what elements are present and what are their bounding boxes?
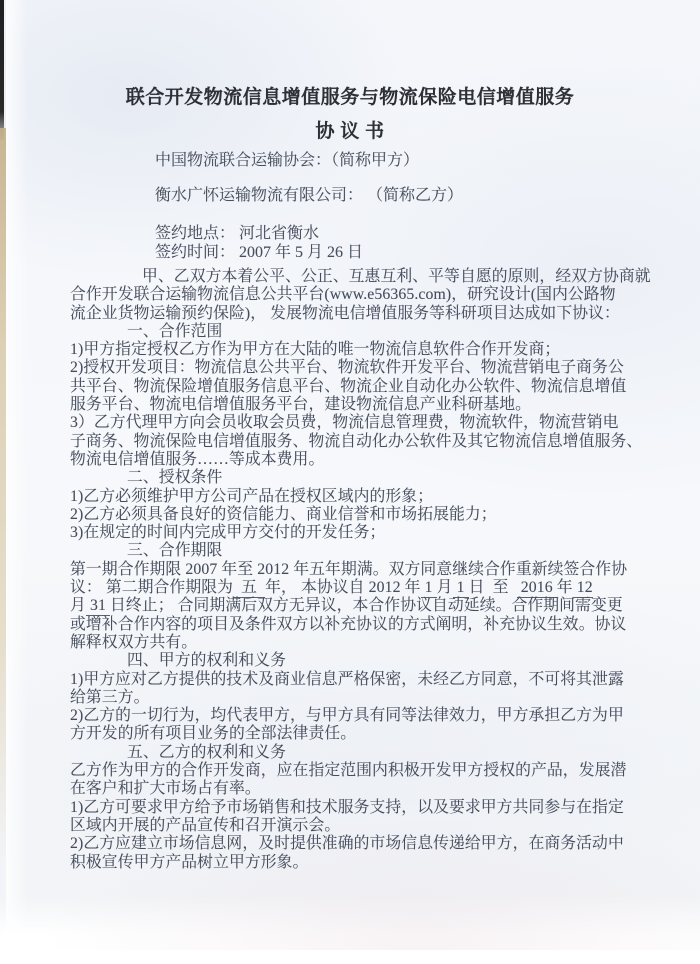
- text-run: 2)乙方必须具备良好的资信能力、商业信誉和市场拓展能力；: [70, 505, 497, 523]
- text-run: 物流电信增值服务……等成本费用。: [70, 450, 325, 468]
- text-run: 3）乙方代理甲方向会员收取会员费，物流信息管理费，物流软件，物流营销电: [70, 414, 619, 432]
- document-body: [70, 268, 651, 872]
- filled-blank: 2016: [516, 579, 557, 597]
- text-run: 年， 本协议自 2012 年: [265, 579, 421, 597]
- scan-bottom-edge: [0, 950, 700, 964]
- body-line: [70, 341, 628, 359]
- body-line: [70, 561, 628, 579]
- text-run: 方开发的所有项目业务的全部法律责任。: [70, 725, 357, 743]
- text-run: 乙方作为甲方的合作开发商，应在指定范围内积极开发甲方授权的产品，发展潜: [70, 762, 627, 780]
- text-run: 第一期合作期限 2007 年至 2012 年五年期满。双方同意继续合作重新续签合作协: [70, 560, 628, 578]
- text-run: 议： 第二期合作期限为: [70, 579, 234, 597]
- section-heading-line: [70, 542, 628, 560]
- text-run: 服务平台、物流电信增值服务平台，建设物流信息产业科研基地。: [70, 396, 532, 414]
- text-run: 2)乙方应建立市场信息网，及时提供准确的市场信息传递给甲方，在商务活动中: [70, 835, 624, 853]
- filled-blank: 1: [420, 579, 437, 597]
- text-run: 五、乙方的权利和义务: [127, 743, 286, 761]
- text-run: 1)乙方必须维护甲方公司产品在授权区域内的形象；: [70, 487, 434, 505]
- text-run: 1)甲方应对乙方提供的技术及商业信息严格保密，未经乙方同意，不可将其泄露: [70, 670, 624, 688]
- text-run: 月: [70, 597, 86, 615]
- body-line: [70, 506, 628, 524]
- body-line: [70, 835, 628, 853]
- body-line: [70, 268, 651, 286]
- text-run: 区域内开展的产品宣传和召开演示会。: [70, 816, 341, 834]
- body-line: [70, 488, 628, 506]
- text-run: 给第三方。: [70, 688, 150, 706]
- filled-blank: 31: [85, 597, 111, 615]
- text-run: 年: [556, 579, 573, 597]
- section-heading-line: [70, 323, 628, 341]
- text-run: 2)授权开发项目：物流信息公共平台、物流软件开发平台、物流营销电子商务公: [70, 359, 624, 377]
- text-run: 日 至: [468, 579, 517, 597]
- text-run: 三、合作期限: [127, 542, 223, 560]
- body-line: [70, 597, 628, 615]
- body-line: [70, 359, 628, 377]
- body-line: [70, 854, 628, 872]
- body-line: [70, 780, 628, 798]
- text-run: 或增补合作内容的项目及条件双方以补充协议的方式阐明，补充协议生效。协议: [70, 615, 627, 633]
- text-run: 月: [436, 579, 453, 597]
- text-run: 在客户和扩大市场占有率。: [70, 780, 261, 798]
- sign-date-line: 签约时间： 2007 年 5 月 26 日: [155, 244, 364, 261]
- text-run: 解释权双方共有。: [70, 633, 198, 651]
- filled-blank: 五: [233, 579, 266, 597]
- body-line: [70, 707, 628, 725]
- body-line: [70, 616, 628, 634]
- body-line: [70, 725, 628, 743]
- text-run: 2)乙方的一切行为，均代表甲方，与甲方具有同等法律效力，甲方承担乙方为甲: [70, 707, 624, 725]
- body-line: [70, 579, 628, 597]
- body-line: [70, 689, 628, 707]
- text-run: 子商务、物流保险电信增值服务、物流自动化办公软件及其它物流信息增值服务、: [70, 432, 643, 450]
- body-line: [70, 451, 628, 469]
- text-run: 1)甲方指定授权乙方作为甲方在大陆的唯一物流信息软件合作开发商；: [70, 341, 561, 359]
- section-heading-line: [70, 744, 628, 762]
- body-line: [70, 432, 643, 451]
- body-line: [70, 305, 628, 323]
- text-run: 流企业货物运输预约保险)， 发展物流电信增值服务等科研项目达成如下协议：: [70, 304, 620, 322]
- text-run: 甲、乙双方本着公平、公正、互惠互利、平等自愿的原则，经双方协商就: [142, 268, 651, 285]
- text-run: 合作开发联合运输物流信息公共平台(www.e56365.com)，研究设计(国内公路物: [70, 286, 616, 304]
- text-run: 日终止； 合同期满后双方无异议，本合作协议自动延续。合作期间需变更: [110, 597, 623, 615]
- body-line: [70, 378, 628, 396]
- body-line: [70, 799, 628, 817]
- text-run: 一、合作范围: [127, 322, 223, 340]
- body-line: [70, 634, 628, 652]
- section-heading-line: [70, 652, 628, 670]
- body-line: [70, 762, 628, 780]
- sign-place-line: 签约地点： 河北省衡水: [155, 225, 320, 242]
- text-run: 积极宣传甲方产品树立甲方形象。: [70, 853, 309, 871]
- filled-blank: 12: [572, 579, 593, 597]
- text-run: 四、甲方的权利和义务: [127, 652, 286, 670]
- section-heading-line: [70, 469, 628, 487]
- document-subtitle: 协 议 书: [315, 121, 385, 142]
- body-line: [70, 524, 628, 542]
- body-line: [70, 671, 628, 689]
- text-run: 1)乙方可要求甲方给予市场销售和技术服务支持，以及要求甲方共同参与在指定: [70, 798, 624, 816]
- scan-edge-highlight: [6, 0, 28, 964]
- party-a-line: 中国物流联合运输协会：（简称甲方）: [155, 152, 420, 169]
- document-title: 联合开发物流信息增值服务与物流保险电信增值服务: [125, 87, 575, 108]
- text-run: 二、授权条件: [127, 469, 223, 487]
- text-run: 共平台、物流保险增值服务信息平台、物流企业自动化办公软件、物流信息增值: [70, 377, 627, 395]
- body-line: [70, 286, 628, 304]
- body-line: [70, 817, 628, 835]
- party-b-line: 衡水广怀运输物流有限公司： （简称乙方）: [155, 187, 464, 204]
- text-run: 3)在规定的时间内完成甲方交付的开发任务；: [70, 524, 386, 542]
- body-line: [70, 414, 628, 432]
- body-line: [70, 396, 628, 414]
- filled-blank: 1: [452, 579, 469, 597]
